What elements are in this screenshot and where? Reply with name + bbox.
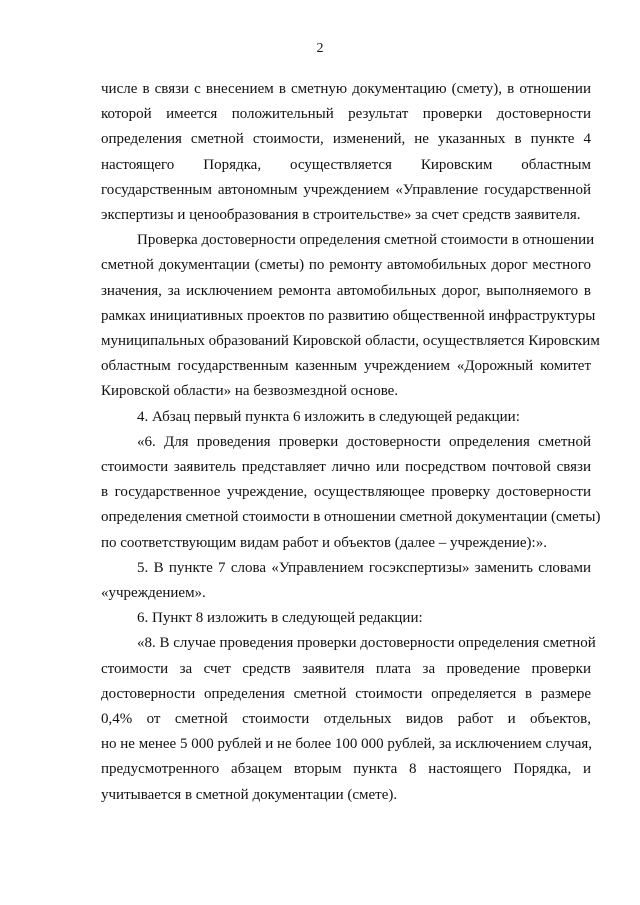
text-line: государственным автономным учреждением «Управление государственной (101, 181, 591, 198)
text-line: муниципальных образований Кировской области, осуществляется Кировским (101, 333, 600, 350)
paragraph (101, 228, 600, 404)
paragraph (101, 430, 601, 556)
paragraph (101, 405, 591, 430)
text-line: сметной документации (сметы) по ремонту автомобильных дорог местного (101, 257, 591, 274)
document-body (101, 77, 601, 808)
paragraph (101, 556, 591, 606)
text-line: достоверности определения сметной стоимости определяется в размере (101, 685, 591, 702)
text-line: предусмотренного абзацем вторым пункта 8 настоящего Порядка, и (101, 761, 591, 778)
text-line: настоящего Порядка, осуществляется Кировским областным (101, 156, 591, 173)
text-line: 4. Абзац первый пункта 6 изложить в следующей редакции: (137, 408, 520, 425)
text-line: определения сметной стоимости в отношении сметной документации (сметы) (101, 509, 601, 526)
text-line: 0,4% от сметной стоимости отдельных видов работ и объектов, (101, 711, 591, 728)
text-line: по соответствующим видам работ и объектов (далее – учреждение):». (101, 534, 547, 551)
text-line: областным государственным казенным учреждением «Дорожный комитет (101, 358, 591, 375)
text-line: стоимости за счет средств заявителя плата за проведение проверки (101, 660, 591, 677)
text-line: числе в связи с внесением в сметную документацию (смету), в отношении (101, 81, 591, 97)
text-line: «6. Для проведения проверки достоверности определения сметной (137, 433, 591, 450)
text-line: рамках инициативных проектов по развитию общественной инфраструктуры (101, 307, 596, 324)
page-number: 2 (316, 41, 324, 56)
text-line: определения сметной стоимости, изменений, не указанных в пункте 4 (101, 131, 591, 148)
paragraph (101, 77, 591, 228)
paragraph (101, 606, 591, 631)
text-line: значения, за исключением ремонта автомобильных дорог, выполняемого в (101, 282, 591, 299)
text-line: стоимости заявитель представляет лично или посредством почтовой связи (101, 459, 591, 476)
text-line: Проверка достоверности определения сметной стоимости в отношении (137, 232, 595, 249)
text-line: Кировской области» на безвозмездной основе. (101, 383, 399, 400)
text-line: экспертизы и ценообразования в строительстве» за счет средств заявителя. (101, 207, 581, 224)
text-line: учитывается в сметной документации (смете). (101, 786, 398, 803)
text-line: которой имеется положительный результат проверки достоверности (101, 106, 591, 123)
text-line: «8. В случае проведения проверки достоверности определения сметной (137, 635, 596, 652)
text-line: «учреждением». (101, 585, 206, 602)
text-line: но не менее 5 000 рублей и не более 100 000 рублей, за исключением случая, (101, 736, 593, 753)
text-line: 6. Пункт 8 изложить в следующей редакции: (137, 610, 423, 627)
text-line: 5. В пункте 7 слова «Управлением госэкспертизы» заменить словами (137, 559, 591, 576)
paragraph (101, 631, 596, 807)
text-line: в государственное учреждение, осуществляющее проверку достоверности (101, 484, 591, 501)
